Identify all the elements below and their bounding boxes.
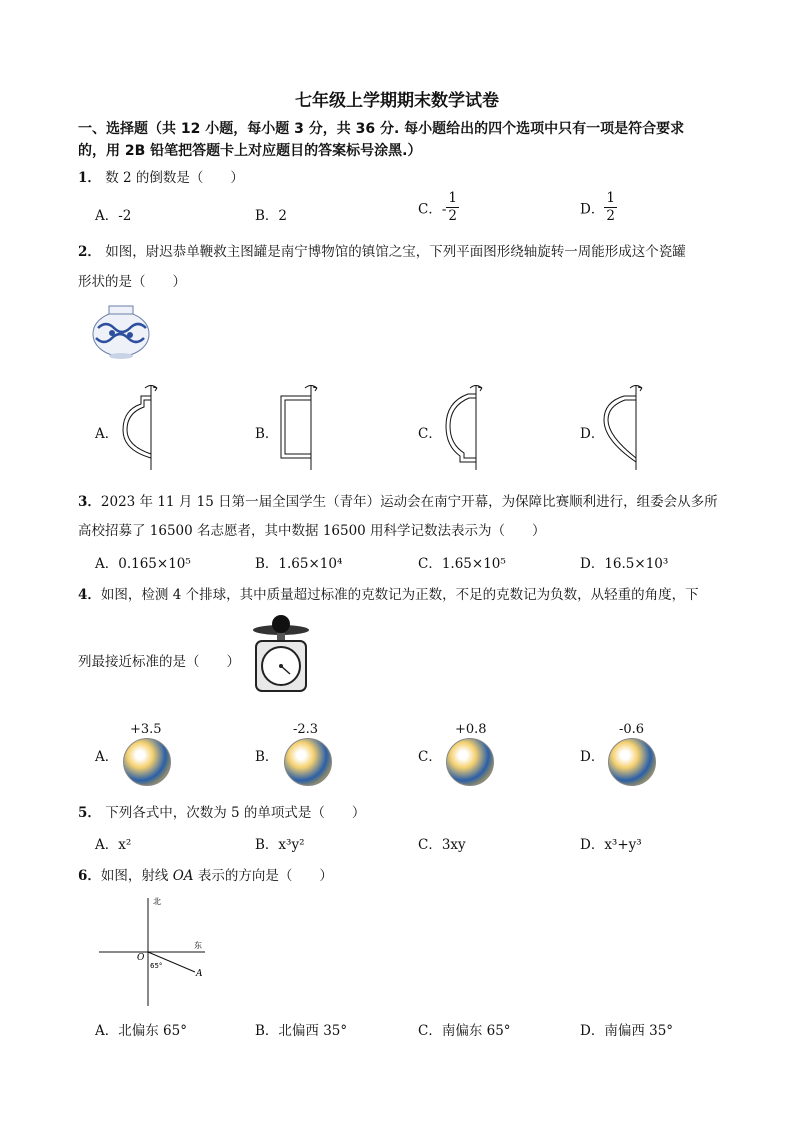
q2-figure-a	[115, 380, 165, 472]
question-number: 5．	[78, 805, 101, 821]
question-number: 4．	[78, 587, 101, 603]
q5-option-b: B．x³y²	[255, 837, 305, 853]
question-3	[78, 490, 718, 510]
question-number: 3．	[78, 494, 101, 510]
q2-figure-d	[600, 380, 650, 472]
question-6	[78, 864, 333, 884]
question-2-line2: 形状的是（ ）	[78, 274, 186, 290]
question-stem: 如图，尉迟恭单鞭救主图罐是南宁博物馆的镇馆之宝，下列平面图形绕轴旋转一周能形成这个瓷罐	[105, 244, 686, 260]
q3-option-a: A．0.165×10⁵	[95, 556, 191, 572]
direction-diagram	[95, 892, 210, 1010]
q1-option-a: A．-2	[95, 208, 132, 224]
fraction	[604, 192, 617, 223]
q2-option-b: B．	[255, 426, 279, 442]
ball-d-value: -0.6	[619, 722, 645, 737]
question-stem: 下列各式中，次数为 5 的单项式是（ ）	[105, 805, 366, 821]
volleyball-a-image	[123, 738, 171, 786]
north-label: 北	[153, 897, 161, 906]
q2-figure-c	[440, 380, 490, 472]
question-number: 2．	[78, 244, 101, 260]
section-heading-line1: 一、选择题（共 12 小题，每小题 3 分，共 36 分. 每小题给出的四个选项中只有一项是符合要求	[78, 121, 685, 137]
origin-label: O	[137, 953, 145, 963]
numerator: 1	[448, 190, 457, 206]
scale-image	[250, 614, 312, 694]
ball-a-value: +3.5	[130, 722, 162, 737]
denominator: 2	[448, 207, 457, 224]
angle-label: 65°	[150, 962, 163, 970]
q6-option-c: C．南偏东 65°	[418, 1023, 511, 1039]
denominator: 2	[606, 207, 615, 224]
east-label: 东	[194, 941, 202, 950]
q2-option-d: D．	[580, 426, 605, 442]
question-stem: 如图，检测 4 个排球，其中质量超过标准的克数记为正数，不足的克数记为负数，从轻重的角度，下	[100, 587, 699, 603]
question-stem-pre: 如图，射线	[100, 868, 173, 884]
q1-option-b: B．2	[255, 208, 288, 224]
q5-option-a: A．x²	[95, 837, 132, 853]
ray-variable: OA	[172, 868, 194, 884]
question-stem: 数 2 的倒数是（ ）	[105, 170, 244, 186]
volleyball-b-image	[284, 738, 332, 786]
ball-b-value: -2.3	[293, 722, 319, 737]
q6-option-a: A．北偏东 65°	[95, 1023, 187, 1039]
q3-option-b: B．1.65×10⁴	[255, 556, 343, 572]
section-heading-line2: 的，用 2B 铅笔把答题卡上对应题目的答案标号涂黑.）	[78, 143, 422, 159]
question-2	[78, 240, 686, 260]
fraction	[446, 192, 459, 223]
numerator: 1	[606, 190, 615, 206]
q6-option-d: D．南偏西 35°	[580, 1023, 674, 1039]
q4-option-b: B．	[255, 749, 279, 765]
ball-c-value: +0.8	[455, 722, 487, 737]
option-label: D．	[580, 201, 605, 218]
point-a-label: A	[196, 969, 203, 979]
q6-option-b: B．北偏西 35°	[255, 1023, 348, 1039]
question-number: 1．	[78, 170, 101, 186]
q1-option-c	[418, 192, 459, 223]
q5-option-c: C．3xy	[418, 837, 466, 853]
q2-option-c: C．	[418, 426, 442, 442]
volleyball-d-image	[608, 738, 656, 786]
q5-option-d: D．x³+y³	[580, 837, 642, 853]
porcelain-jar-image	[90, 300, 152, 362]
q3-option-d: D．16.5×10³	[580, 556, 669, 572]
q3-option-c: C．1.65×10⁵	[418, 556, 506, 572]
q4-option-d: D．	[580, 749, 605, 765]
question-number: 6．	[78, 868, 101, 884]
page-title: 七年级上学期期末数学试卷	[295, 91, 499, 111]
q2-option-a: A．	[95, 426, 119, 442]
question-1	[78, 166, 244, 186]
q4-option-c: C．	[418, 749, 442, 765]
volleyball-c-image	[446, 738, 494, 786]
q4-option-a: A．	[95, 749, 119, 765]
question-4-line2: 列最接近标准的是（ ）	[78, 654, 240, 670]
question-stem: 2023 年 11 月 15 日第一届全国学生（青年）运动会在南宁开幕，为保障比赛顺利进行，组委会从多所	[100, 494, 718, 510]
question-5	[78, 801, 365, 821]
question-stem-post: 表示的方向是（ ）	[193, 868, 333, 884]
option-label: C．-	[418, 201, 447, 218]
question-3-line2: 高校招募了 16500 名志愿者，其中数据 16500 用科学记数法表示为（ ）	[78, 523, 546, 539]
question-4	[78, 583, 699, 603]
q2-figure-b	[275, 380, 325, 472]
q1-option-d	[580, 192, 617, 223]
